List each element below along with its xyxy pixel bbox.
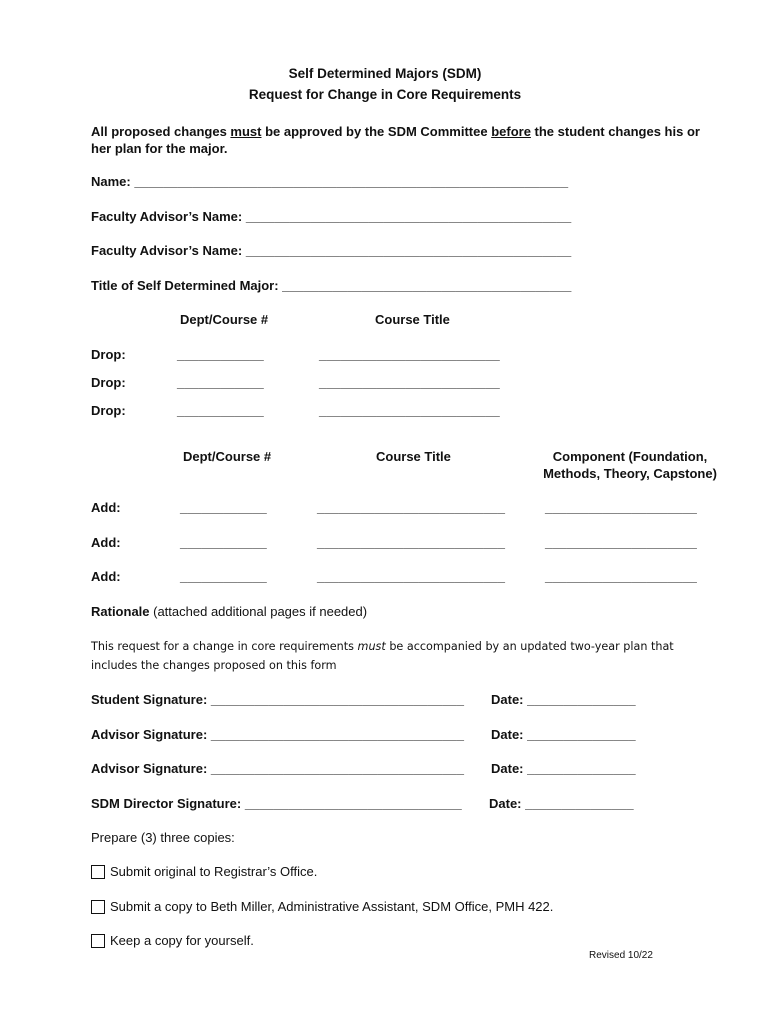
drop-dept-field[interactable]: ____________	[177, 375, 264, 390]
add-dept-field[interactable]: ____________	[180, 535, 267, 550]
drop-col-title-header: Course Title	[375, 312, 450, 327]
form-subtitle: Request for Change in Core Requirements	[248, 87, 522, 102]
add-dept-field[interactable]: ____________	[180, 569, 267, 584]
intro-text-2: be approved by the SDM Committee	[261, 124, 492, 139]
add-col-component-header	[530, 449, 730, 481]
drop-col-dept-header: Dept/Course #	[180, 312, 269, 327]
advisor-signature-field[interactable]: Advisor Signature: ___________________________________	[91, 761, 464, 776]
signature-date-field[interactable]: Date: _______________	[489, 796, 634, 811]
revised-date: Revised 10/22	[589, 950, 653, 961]
add-col-title-header: Course Title	[376, 449, 451, 464]
checklist-label: Submit a copy to Beth Miller, Administrative Assistant, SDM Office, PMH 422.	[110, 899, 554, 914]
component-header-line2: Methods, Theory, Capstone)	[543, 466, 717, 481]
intro-before: before	[491, 124, 531, 139]
checklist-label: Submit original to Registrar’s Office.	[110, 864, 318, 879]
drop-label: Drop:	[91, 403, 126, 418]
add-title-field[interactable]: __________________________	[317, 569, 505, 584]
drop-label: Drop:	[91, 347, 126, 362]
advisor-signature-field[interactable]: Advisor Signature: ___________________________________	[91, 727, 464, 742]
form-title: Self Determined Majors (SDM)	[288, 66, 482, 81]
add-label: Add:	[91, 535, 121, 550]
add-label: Add:	[91, 569, 121, 584]
checkbox-sdm-office[interactable]	[91, 900, 105, 914]
sdm-director-signature-field[interactable]: SDM Director Signature: ______________________________	[91, 796, 462, 811]
faculty-advisor-name-field-1[interactable]: Faculty Advisor’s Name: _____________________________________________	[91, 209, 572, 224]
rationale-label: Rationale	[91, 604, 150, 619]
rationale-line	[91, 604, 367, 619]
add-component-field[interactable]: _____________________	[545, 535, 697, 550]
copies-intro: Prepare (3) three copies:	[91, 830, 235, 845]
checklist-label: Keep a copy for yourself.	[110, 933, 254, 948]
checkbox-registrar[interactable]	[91, 865, 105, 879]
intro-text-3: the student changes his or her plan for the major.	[91, 124, 700, 156]
checkbox-keep-copy[interactable]	[91, 934, 105, 948]
drop-title-field[interactable]: _________________________	[319, 375, 500, 390]
signature-date-field[interactable]: Date: _______________	[491, 727, 636, 742]
add-col-dept-header: Dept/Course #	[183, 449, 272, 464]
intro-text-1: All proposed changes	[91, 124, 231, 139]
add-dept-field[interactable]: ____________	[180, 500, 267, 515]
student-signature-field[interactable]: Student Signature: ___________________________________	[91, 692, 464, 707]
add-component-field[interactable]: _____________________	[545, 569, 697, 584]
component-header-line1: Component (Foundation,	[552, 449, 708, 464]
plan-note	[91, 637, 711, 675]
plan-note-text-2: be accompanied by an updated two-year plan that includes the changes proposed on this form	[91, 640, 674, 672]
drop-dept-field[interactable]: ____________	[177, 403, 264, 418]
plan-note-must: must	[357, 640, 386, 653]
drop-label: Drop:	[91, 375, 126, 390]
drop-title-field[interactable]: _________________________	[319, 403, 500, 418]
drop-dept-field[interactable]: ____________	[177, 347, 264, 362]
name-field[interactable]: Name: ____________________________________________________________	[91, 174, 569, 189]
intro-must: must	[230, 124, 262, 139]
major-title-field[interactable]: Title of Self Determined Major: ________________________________________	[91, 278, 572, 293]
plan-note-text-1: This request for a change in core requirements	[91, 640, 358, 653]
add-component-field[interactable]: _____________________	[545, 500, 697, 515]
rationale-note: (attached additional pages if needed)	[149, 604, 368, 619]
add-title-field[interactable]: __________________________	[317, 500, 505, 515]
drop-title-field[interactable]: _________________________	[319, 347, 500, 362]
signature-date-field[interactable]: Date: _______________	[491, 692, 636, 707]
intro-paragraph	[91, 123, 711, 157]
signature-date-field[interactable]: Date: _______________	[491, 761, 636, 776]
faculty-advisor-name-field-2[interactable]: Faculty Advisor’s Name: _____________________________________________	[91, 243, 572, 258]
add-title-field[interactable]: __________________________	[317, 535, 505, 550]
add-label: Add:	[91, 500, 121, 515]
